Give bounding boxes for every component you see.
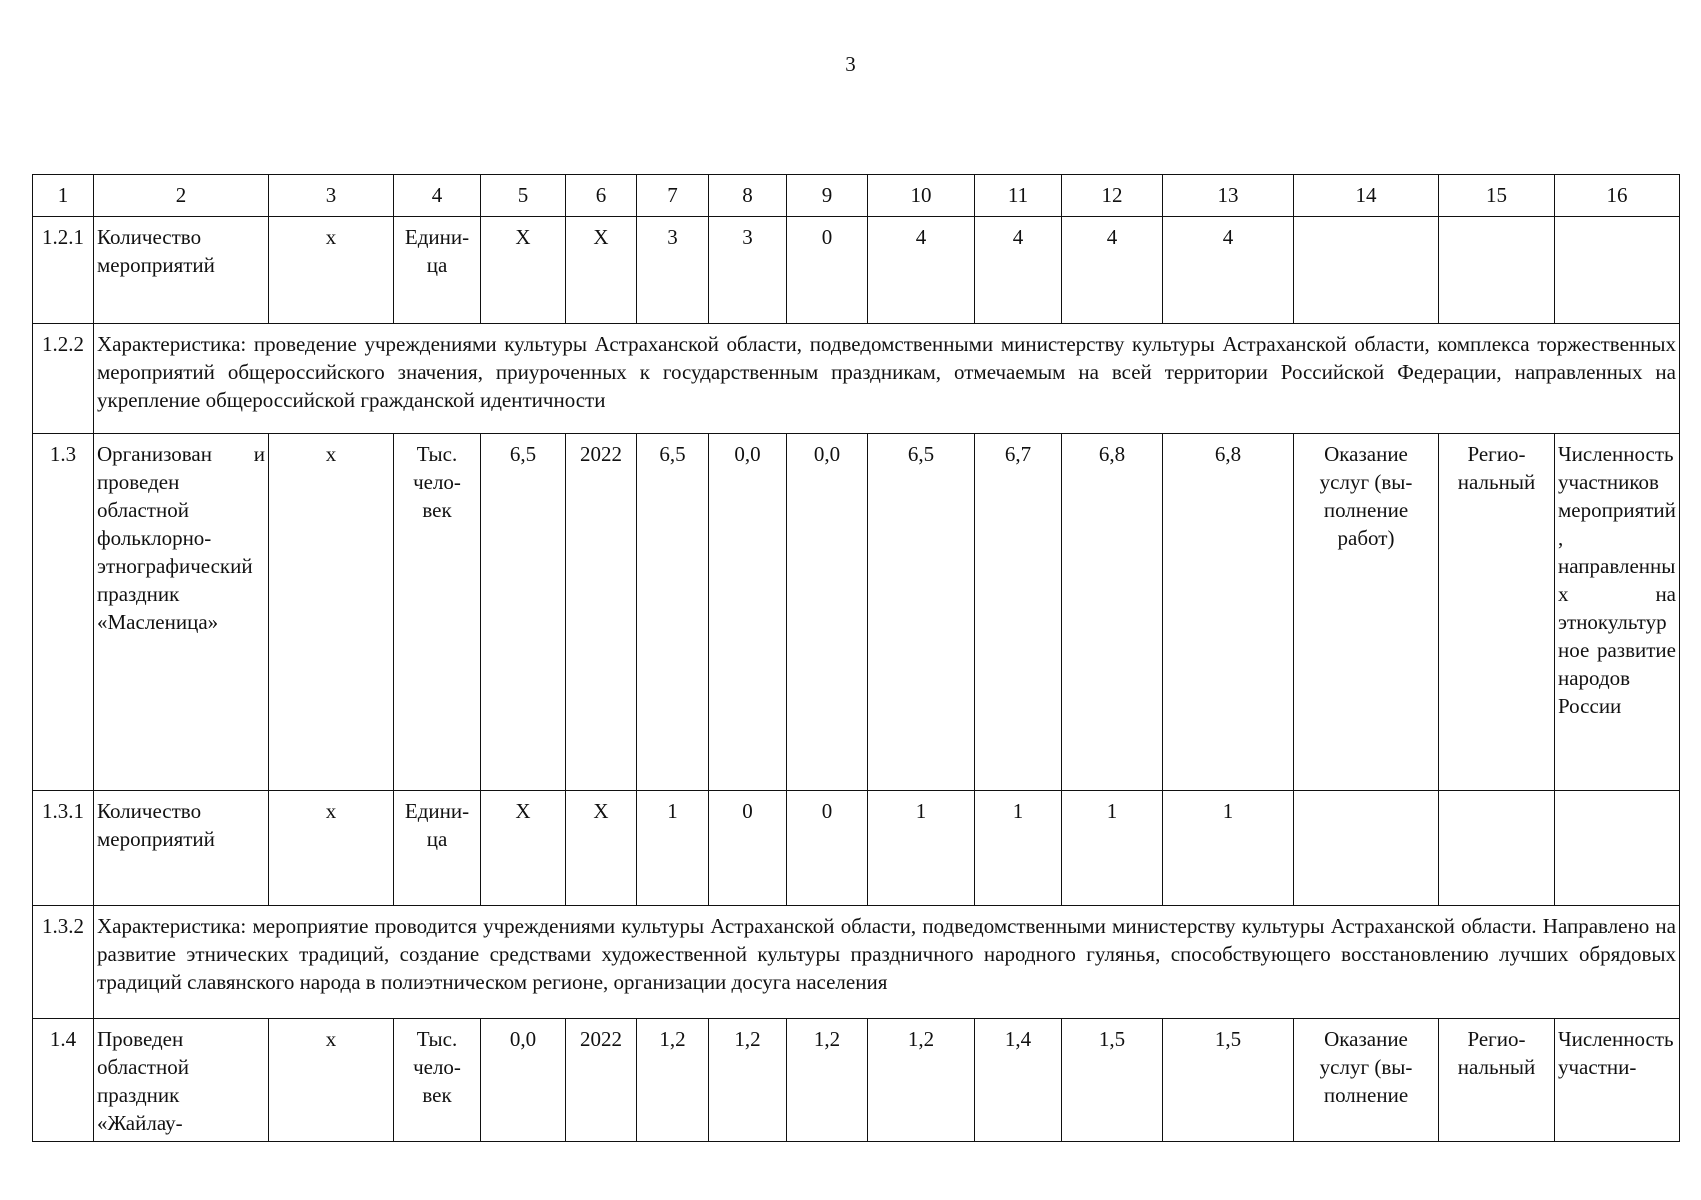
table-row [33, 1019, 1680, 1142]
cell: 6,5 [637, 434, 709, 791]
cell: 6,8 [1163, 434, 1294, 791]
row-number: 1.2.1 [33, 217, 94, 324]
indicator-name: Количество мероприятий [94, 217, 269, 324]
cell: Х [566, 791, 637, 906]
cell [1439, 217, 1555, 324]
unit-cell: Едини- ца [394, 791, 481, 906]
header-cell: 5 [481, 175, 566, 217]
work-type-cell: Оказание услуг (вы- полнение [1294, 1019, 1439, 1142]
cell: 1 [868, 791, 975, 906]
header-cell: 15 [1439, 175, 1555, 217]
cell: 4 [1062, 217, 1163, 324]
table-row [33, 434, 1680, 791]
cell: х [269, 1019, 394, 1142]
cell: 1,5 [1062, 1019, 1163, 1142]
cell: х [269, 217, 394, 324]
row-number: 1.3 [33, 434, 94, 791]
cell [1555, 217, 1680, 324]
cell [1294, 791, 1439, 906]
characteristic-text: Характеристика: проведение учреждениями культуры Астраханской области, подведомственными министерству культуры Астраханской области, комплекса торжественных мероприятий общероссийского значения, приуроченных к государственным праздникам, отмечаемым на всей территории Российской Федерации, направленных на укрепление общероссийской гражданской идентичности [94, 324, 1680, 434]
cell: 1,2 [709, 1019, 787, 1142]
row-number: 1.4 [33, 1019, 94, 1142]
cell: Х [566, 217, 637, 324]
cell: Х [481, 217, 566, 324]
cell: 1,5 [1163, 1019, 1294, 1142]
row-number: 1.3.2 [33, 906, 94, 1019]
header-cell: 16 [1555, 175, 1680, 217]
header-cell: 1 [33, 175, 94, 217]
table-row [33, 906, 1680, 1019]
work-type-cell: Оказание услуг (вы- полнение работ) [1294, 434, 1439, 791]
indicator-name: Организован и проведен областной фольклорно-этнографический праздник «Масленица» [94, 434, 269, 791]
row-number: 1.3.1 [33, 791, 94, 906]
cell [1294, 217, 1439, 324]
cell: 1,4 [975, 1019, 1062, 1142]
header-cell: 9 [787, 175, 868, 217]
row-number: 1.2.2 [33, 324, 94, 434]
cell: 4 [1163, 217, 1294, 324]
cell: Х [481, 791, 566, 906]
cell: 1 [975, 791, 1062, 906]
cell: 0,0 [709, 434, 787, 791]
cell: 1,2 [868, 1019, 975, 1142]
cell: 4 [868, 217, 975, 324]
program-indicators-table [32, 174, 1680, 1142]
header-cell: 11 [975, 175, 1062, 217]
header-cell: 10 [868, 175, 975, 217]
table-row [33, 791, 1680, 906]
result-cell: Численность участников мероприятий, направленных на этнокультурное развитие народов России [1555, 434, 1680, 791]
result-cell: Численность участни- [1555, 1019, 1680, 1142]
cell: 2022 [566, 434, 637, 791]
header-cell: 7 [637, 175, 709, 217]
cell: 6,7 [975, 434, 1062, 791]
cell: 0 [787, 791, 868, 906]
cell: 6,5 [868, 434, 975, 791]
header-cell: 14 [1294, 175, 1439, 217]
cell: 1 [1163, 791, 1294, 906]
level-cell: Регио- нальный [1439, 1019, 1555, 1142]
header-cell: 4 [394, 175, 481, 217]
header-cell: 8 [709, 175, 787, 217]
column-number-row [33, 175, 1680, 217]
cell: 0,0 [787, 434, 868, 791]
level-cell: Регио- нальный [1439, 434, 1555, 791]
cell: 4 [975, 217, 1062, 324]
indicator-name: Количество мероприятий [94, 791, 269, 906]
header-cell: 6 [566, 175, 637, 217]
cell: 1,2 [637, 1019, 709, 1142]
cell: 0 [709, 791, 787, 906]
cell: х [269, 434, 394, 791]
cell: 0 [787, 217, 868, 324]
header-cell: 12 [1062, 175, 1163, 217]
unit-cell: Едини- ца [394, 217, 481, 324]
unit-cell: Тыс. чело- век [394, 434, 481, 791]
cell: 3 [637, 217, 709, 324]
cell [1555, 791, 1680, 906]
cell: 1 [1062, 791, 1163, 906]
page-number: 3 [845, 52, 856, 76]
indicator-name: Проведен областной праздник «Жайлау- [94, 1019, 269, 1142]
unit-cell: Тыс. чело- век [394, 1019, 481, 1142]
cell: 1,2 [787, 1019, 868, 1142]
cell: 3 [709, 217, 787, 324]
cell: 0,0 [481, 1019, 566, 1142]
table-row [33, 217, 1680, 324]
header-cell: 3 [269, 175, 394, 217]
cell [1439, 791, 1555, 906]
cell: 6,5 [481, 434, 566, 791]
cell: 2022 [566, 1019, 637, 1142]
cell: 1 [637, 791, 709, 906]
header-cell: 2 [94, 175, 269, 217]
table-row [33, 324, 1680, 434]
cell: 6,8 [1062, 434, 1163, 791]
cell: х [269, 791, 394, 906]
characteristic-text: Характеристика: мероприятие проводится учреждениями культуры Астраханской области, подведомственными министерству культуры Астраханской области. Направлено на развитие этнических традиций, создание средствами художественной культуры праздничного народного гулянья, способствующего восстановлению лучших обрядовых традиций славянского народа в полиэтническом регионе, организации досуга населения [94, 906, 1680, 1019]
header-cell: 13 [1163, 175, 1294, 217]
